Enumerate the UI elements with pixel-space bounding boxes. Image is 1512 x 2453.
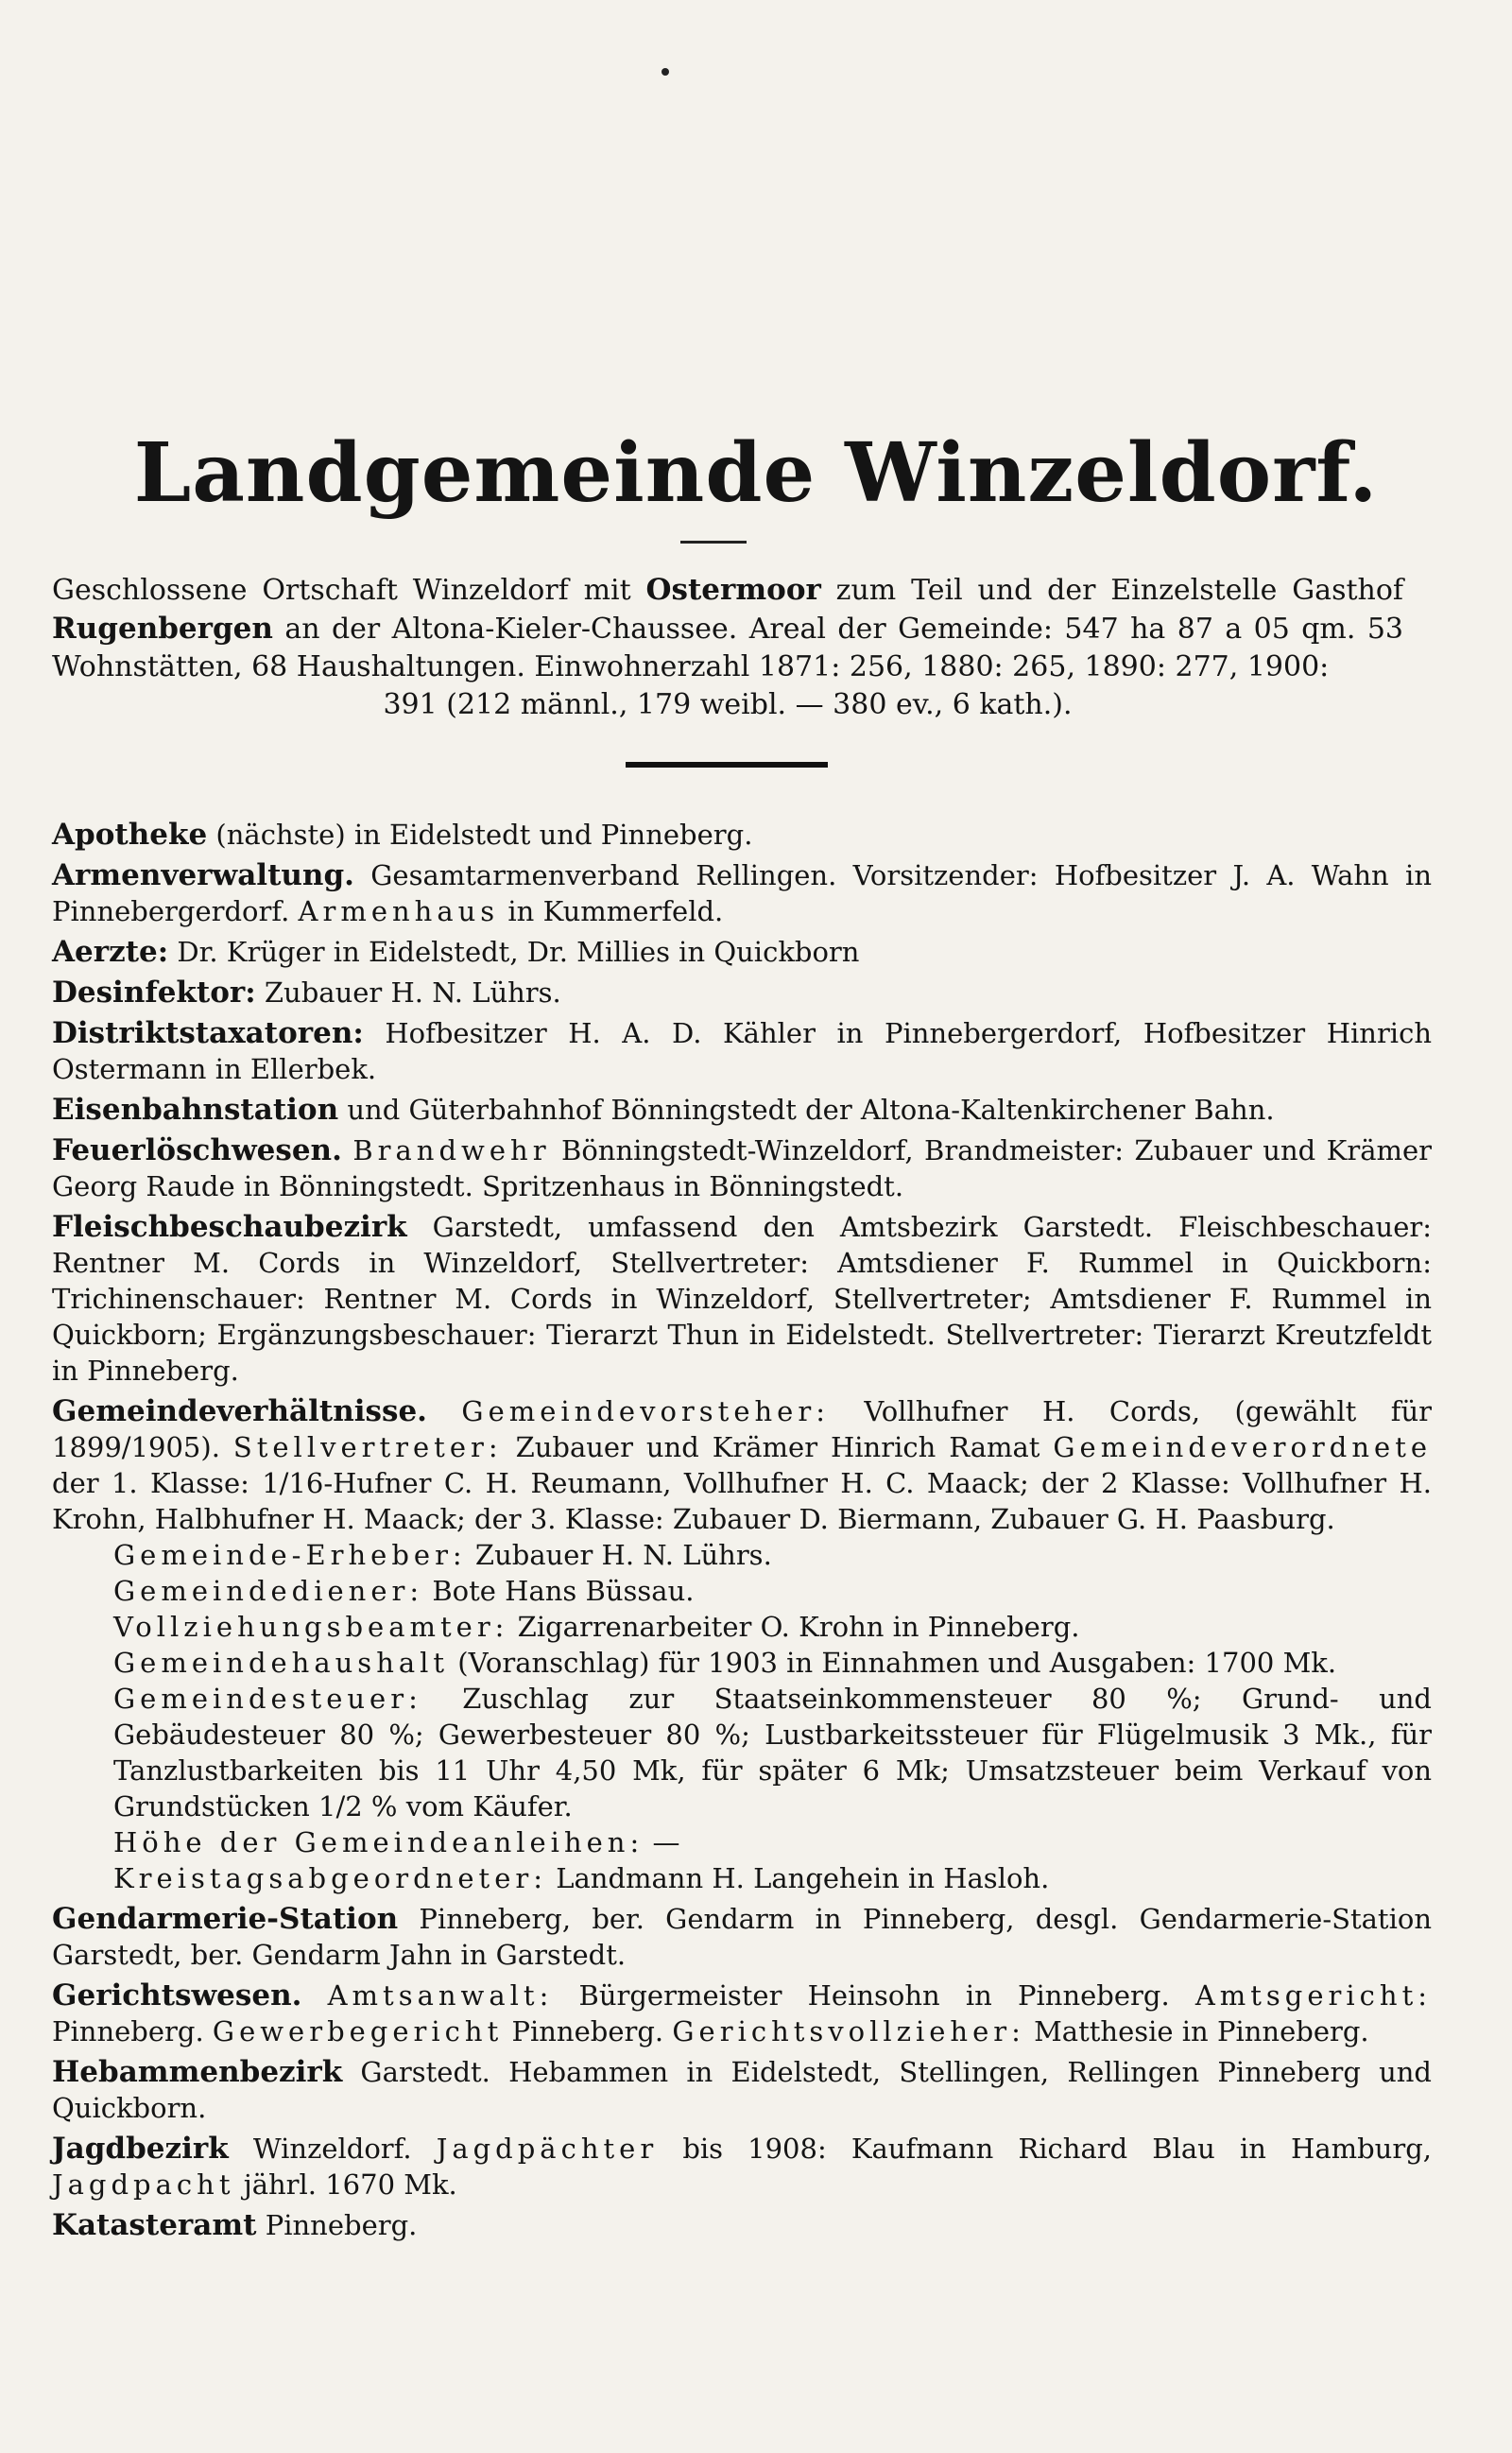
sub-entry-kreistag xyxy=(113,1860,1432,1896)
entry-text: jährl. 1670 Mk. xyxy=(234,2168,457,2201)
entry-spaced-term: Kreistagsabgeordneter: xyxy=(113,1862,547,1894)
entry-katasteramt xyxy=(52,2207,1432,2243)
entry-spaced-term: Brandwehr xyxy=(352,1134,551,1166)
entry-keyword: Gerichtswesen. xyxy=(52,1978,302,2012)
section-rule xyxy=(626,762,828,768)
entry-keyword: Gendarmerie-Station xyxy=(52,1902,399,1936)
entry-spaced-term: Amtsgericht: xyxy=(1194,1979,1433,2012)
entry-keyword: Katasteramt xyxy=(52,2208,257,2242)
entry-apotheke xyxy=(52,817,1432,853)
entry-keyword: Feuerlöschwesen. xyxy=(52,1133,342,1167)
entry-spaced-term: Amtsanwalt: xyxy=(327,1979,554,2012)
entry-spaced-term: Armenhaus xyxy=(298,895,500,927)
entry-keyword: Armenverwaltung. xyxy=(52,858,354,892)
entry-spaced-term: Gemeindevorsteher: xyxy=(461,1395,830,1427)
entry-spaced-term: Jagdpacht xyxy=(52,2168,235,2201)
entry-text: — xyxy=(644,1826,680,1858)
sub-entry-diener xyxy=(113,1573,1432,1609)
entry-text: Bönningstedt-Winzeldorf, Brandmeister: Zubauer und Krämer Georg Raude in Bönningstedt. Spritzenhaus in Bönningstedt. xyxy=(52,1134,1433,1202)
intro-keyword-ostermoor: Ostermoor xyxy=(645,573,821,607)
intro-keyword-rugenbergen: Rugenbergen xyxy=(52,612,273,646)
entry-spaced-term: Gemeindediener: xyxy=(113,1575,424,1607)
entry-distriktstaxatoren xyxy=(52,1015,1432,1087)
page-mark xyxy=(662,68,669,76)
entry-text: Bürgermeister Heinsohn in Pinneberg. xyxy=(553,1979,1195,2012)
entry-eisenbahnstation xyxy=(52,1092,1432,1128)
sub-entry-vollziehungsbeamter xyxy=(113,1609,1432,1645)
entry-gendarmerie xyxy=(52,1901,1432,1973)
entry-text: Matthesie in Pinneberg. xyxy=(1024,2015,1369,2047)
entry-text: und Güterbahnhof Bönningstedt der Altona-Kaltenkirchener Bahn. xyxy=(338,1094,1275,1126)
entry-spaced-term: Gemeindehaushalt xyxy=(113,1647,450,1679)
entry-text: Landmann H. Langehein in Hasloh. xyxy=(547,1862,1050,1894)
entry-text: Zubauer H. N. Lührs. xyxy=(466,1539,772,1571)
entry-text: Garstedt, umfassend den Amtsbezirk Garstedt. Fleischbeschauer: Rentner M. Cords in Winzeldorf, Stellvertreter: Amtsdiener F. Rummel in Quickborn: Trichinenschauer: Rentner M. Cords in Winzeldorf, Stellvertreter; Amtsdiener F. Rummel in Quickborn; Ergänzungsbeschauer: Tierarzt Thun in Eidelstedt. Stellvertreter: Tierarzt Kreutzfeldt in Pinneberg. xyxy=(52,1211,1432,1387)
entry-spaced-term: Gewerbegericht xyxy=(212,2015,504,2047)
entry-keyword: Hebammenbezirk xyxy=(52,2055,343,2089)
entry-keyword: Gemeindeverhältnisse. xyxy=(52,1394,427,1428)
entry-gemeindeverhaeltnisse xyxy=(52,1393,1432,1896)
sub-entry-anleihen xyxy=(113,1824,1432,1860)
entry-text: Winzeldorf. xyxy=(228,2133,437,2165)
entry-hebammenbezirk xyxy=(52,2054,1432,2126)
entry-fleischbeschaubezirk xyxy=(52,1209,1432,1389)
entry-text: Pinneberg, ber. Gendarm in Pinneberg, desgl. Gendarmerie-Station Garstedt, ber. Gendarm Jahn in Garstedt. xyxy=(52,1903,1432,1971)
entry-armenverwaltung xyxy=(52,857,1432,929)
entry-text: Hofbesitzer H. A. D. Kähler in Pinnebergerdorf, Hofbesitzer Hinrich Ostermann in Ellerbek. xyxy=(52,1017,1432,1085)
entry-list xyxy=(52,817,1432,2248)
sub-entry-steuer xyxy=(113,1681,1432,1824)
entry-spaced-term: Gemeindeverordnete xyxy=(1053,1431,1433,1463)
entry-text: bis 1908: Kaufmann Richard Blau in Hamburg, xyxy=(658,2133,1432,2165)
entry-text: (Voranschlag) für 1903 in Einnahmen und Ausgaben: 1700 Mk. xyxy=(449,1647,1337,1679)
entry-desinfektor xyxy=(52,975,1432,1011)
entry-keyword: Desinfektor: xyxy=(52,976,256,1010)
entry-keyword: Eisenbahnstation xyxy=(52,1093,339,1127)
entry-text: Vollhufner H. Cords, (gewählt für 1899/1905). xyxy=(52,1395,1433,1463)
entry-keyword: Distriktstaxatoren: xyxy=(52,1016,364,1050)
entry-keyword: Apotheke xyxy=(52,818,208,852)
page-title: Landgemeinde Winzeldorf. xyxy=(133,425,1379,521)
entry-text: Zigarrenarbeiter O. Krohn in Pinneberg. xyxy=(508,1611,1080,1643)
entry-text: Pinneberg. xyxy=(52,2015,213,2047)
intro-paragraph xyxy=(52,571,1403,724)
entry-spaced-term: Höhe der Gemeindeanleihen: xyxy=(113,1826,644,1858)
entry-spaced-term: Jagdpächter xyxy=(436,2133,659,2165)
title-rule xyxy=(680,541,747,544)
entry-text: Pinneberg. xyxy=(256,2209,418,2241)
entry-spaced-term: Gemeinde-Erheber: xyxy=(113,1539,467,1571)
entry-text: Bote Hans Büssau. xyxy=(423,1575,695,1607)
entry-text: Dr. Krüger in Eidelstedt, Dr. Millies in Quickborn xyxy=(168,936,860,968)
intro-text-3: an der Altona-Kieler-Chaussee. Areal der Gemeinde: 547 ha 87 a 05 qm. 53 Wohnstätten, 68 Haushaltungen. Einwohnerzahl 1871: 256, 1880: 265, 1890: 277, 1900: xyxy=(52,613,1403,683)
intro-text-2: zum Teil und der Einzelstelle Gasthof xyxy=(820,574,1404,607)
intro-text-4: 391 (212 männl., 179 weibl. — 380 ev., 6 kath.). xyxy=(383,688,1073,721)
entry-spaced-term: Vollziehungsbeamter: xyxy=(113,1611,509,1643)
intro-text-1: Geschlossene Ortschaft Winzeldorf mit xyxy=(52,574,646,607)
entry-spaced-term: Gerichtsvollzieher: xyxy=(672,2015,1025,2047)
sub-entry-haushalt xyxy=(113,1645,1432,1681)
entry-text: Zuschlag zur Staatseinkommensteuer 80 %; Grund- und Gebäudesteuer 80 %; Gewerbesteuer 80 %; Lustbarkeitssteuer für Flügelmusik 3 Mk., für Tanzlustbarkeiten bis 11 Uhr 4,50 Mk, für später 6 Mk; Umsatzsteuer beim Verkauf von Grundstücken 1/2 % vom Käufer. xyxy=(113,1683,1432,1822)
entry-text: (nächste) in Eidelstedt und Pinneberg. xyxy=(207,819,753,851)
entry-keyword: Jagdbezirk xyxy=(52,2132,229,2166)
entry-gerichtswesen xyxy=(52,1978,1432,2049)
entry-keyword: Fleischbeschaubezirk xyxy=(52,1210,407,1244)
entry-feuerloeschwesen xyxy=(52,1132,1432,1204)
entry-aerzte xyxy=(52,934,1432,970)
entry-jagdbezirk xyxy=(52,2131,1432,2203)
entry-keyword: Aerzte: xyxy=(52,935,169,969)
entry-spaced-term: Gemeindesteuer: xyxy=(113,1683,422,1715)
sub-entry-erheber xyxy=(113,1537,1432,1573)
entry-text: in Kummerfeld. xyxy=(499,895,724,927)
entry-text: Zubauer H. N. Lührs. xyxy=(255,976,561,1009)
entry-text: Zubauer und Krämer Hinrich Ramat xyxy=(502,1431,1054,1463)
entry-text: Gesamtarmenverband Rellingen. Vorsitzender: Hofbesitzer J. A. Wahn in Pinnebergerdorf. xyxy=(52,859,1432,927)
entry-spaced-term: Stellvertreter: xyxy=(232,1431,503,1463)
entry-text: Pinneberg. xyxy=(503,2015,673,2047)
entry-text: Garstedt. Hebammen in Eidelstedt, Stellingen, Rellingen Pinneberg und Quickborn. xyxy=(52,2056,1432,2124)
entry-text: der 1. Klasse: 1/16-Hufner C. H. Reumann, Vollhufner H. C. Maack; der 2 Klasse: Vollhufner H. Krohn, Halbhufner H. Maack; der 3. Klasse: Zubauer D. Biermann, Zubauer G. H. Paasburg. xyxy=(52,1467,1432,1535)
